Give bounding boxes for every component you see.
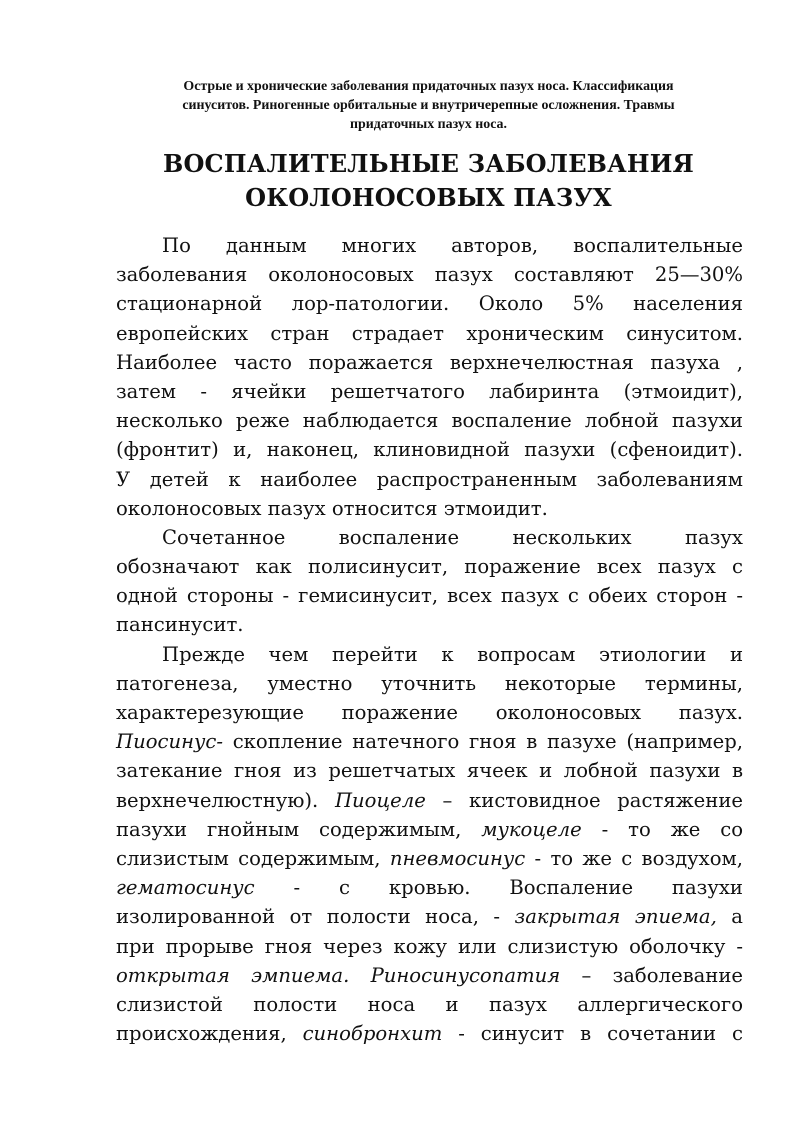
line-text: а (716, 905, 743, 929)
paragraph3-line: патогенеза, уместно уточнить некоторые термины, (116, 671, 743, 695)
main-heading-line: ОКОЛОНОСОВЫХ ПАЗУХ (245, 183, 612, 212)
paragraph1-line: (фронтит) и, наконец, клиновидной пазухи (сфеноидит). (116, 438, 743, 462)
line-text: слизистым содержимым, (116, 846, 390, 870)
main-heading-line: ВОСПАЛИТЕЛЬНЫЕ ЗАБОЛЕВАНИЯ (162, 149, 695, 178)
paragraph3-line: Прежде чем перейти к вопросам этиологии и (162, 642, 743, 666)
header-title-line: придаточных пазух носа. (350, 117, 507, 133)
paragraph3-line: затекание гноя из решетчатых ячеек и лобной пазухи в (116, 759, 743, 783)
paragraph1-line: Наиболее часто поражается верхнечелюстная пазуха , (116, 350, 743, 374)
paragraph1-line: затем - ячейки решетчатого лабиринта (этмоидит), (116, 379, 743, 403)
paragraph3-line (116, 902, 743, 931)
paragraph2-line: одной стороны - гемисинусит, всех пазух с обеих сторон - (116, 584, 743, 608)
term-piosinus: Пиосинус- (116, 730, 223, 754)
paragraph3-line (116, 1019, 743, 1048)
paragraph2-line: обозначают как полисинусит, поражение всех пазух с (116, 555, 743, 579)
header-title-line: Острые и хронические заболевания придаточных пазух носа. Классификация (183, 79, 674, 94)
paragraph3-line (116, 961, 743, 990)
paragraph1-line: У детей к наиболее распространенным заболеваниям (116, 467, 743, 491)
line-text: - то же со (581, 817, 744, 841)
header-title-line: синуситов. Риногенные орбитальные и внутричерепные осложнения. Травмы (182, 98, 675, 114)
paragraph3-line (116, 815, 743, 844)
paragraph3-line: при прорыве гноя через кожу или слизистую оболочку - (116, 934, 743, 958)
line-text: верхнечелюстную). (116, 788, 335, 812)
body-text (116, 231, 743, 1048)
paragraph2-line: пансинусит. (116, 613, 244, 637)
paragraph3-line (116, 873, 743, 902)
term-zakrytaya-empiema: закрытая эпиема, (514, 905, 717, 929)
line-text: скопление натечного гноя в пазухе (например, (222, 730, 743, 754)
paragraph1-line: По данным многих авторов, воспалительные (162, 234, 743, 257)
term-pnevmosinus: пневмосинус (389, 846, 526, 870)
line-text: происхождения, (116, 1022, 303, 1046)
line-text: пазухи гнойным содержимым, (116, 817, 482, 841)
term-mukocele: мукоцеле (481, 817, 582, 841)
paragraph1-line: несколько реже наблюдается воспаление лобной пазухи (116, 409, 743, 433)
line-text: – кистовидное растяжение (425, 788, 743, 812)
line-text: изолированной от полости носа, - (116, 905, 515, 929)
line-text: – заболевание (560, 963, 743, 987)
header-title (110, 77, 747, 135)
paragraph1-line: стационарной лор-патологии. Около 5% населения (116, 292, 743, 316)
paragraph3-line (116, 786, 743, 815)
term-sinobronhit: синобронхит (302, 1022, 443, 1046)
term-gematosinus: гематосинус (116, 876, 255, 900)
term-piocele: Пиоцеле (334, 788, 426, 812)
line-text: - то же с воздухом, (525, 846, 743, 870)
paragraph3-line (116, 844, 743, 873)
paragraph1-line: заболевания околоносовых пазух составляют 25—30% (116, 263, 743, 287)
paragraph2-line: Сочетанное воспаление нескольких пазух (162, 525, 743, 549)
main-heading (110, 147, 747, 215)
paragraph3-line: характерезующие поражение околоносовых пазух. (116, 701, 743, 724)
line-text: - синусит в сочетании с (442, 1022, 743, 1046)
paragraph1-line: околоносовых пазух относится этмоидит. (116, 496, 548, 520)
paragraph1-line: европейских стран страдает хроническим синуситом. (116, 321, 743, 345)
term-otkrytaya-empiema: открытая эмпиема. Риносинусопатия (116, 963, 561, 987)
line-text: - с кровью. Воспаление пазухи (254, 876, 743, 900)
paragraph3-line: слизистой полости носа и пазух аллергического (116, 992, 743, 1016)
paragraph3-line (116, 727, 743, 756)
